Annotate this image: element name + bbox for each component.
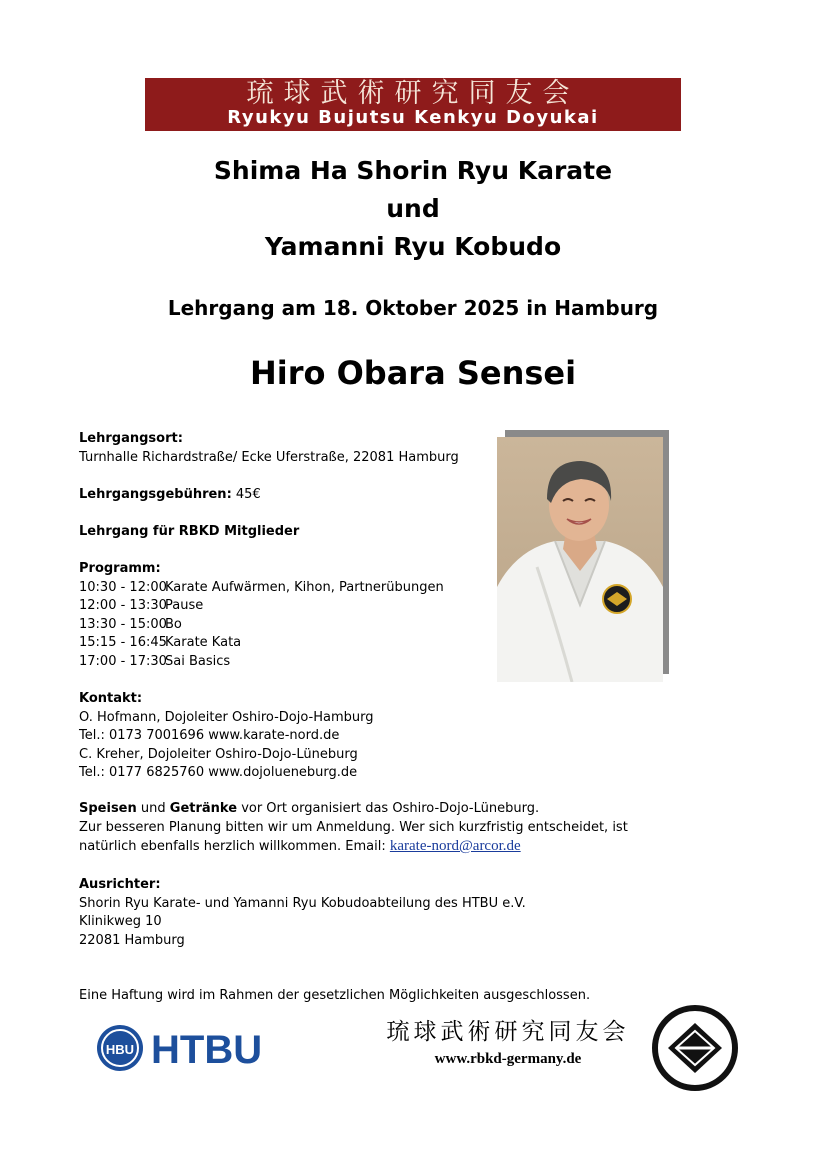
program-item: 15:15 - 16:45Karate Kata <box>79 635 242 650</box>
program-item: 12:00 - 13:30Pause <box>79 598 204 613</box>
title-line-1: Shima Ha Shorin Ryu Karate <box>213 156 613 185</box>
footer-url[interactable]: www.rbkd-germany.de <box>434 1051 582 1067</box>
program-item: 13:30 - 15:00Bo <box>79 616 182 632</box>
teacher-photo <box>497 437 663 682</box>
contact-section <box>79 690 374 783</box>
program-item: 17:00 - 17:30Sai Basics <box>79 653 231 669</box>
title-line-3: Yamanni Ryu Kobudo <box>264 232 562 261</box>
organizer-section <box>79 876 526 950</box>
venue-section <box>79 430 459 467</box>
organizer-line: Klinikweg 10 <box>79 914 162 929</box>
liability-text: Eine Haftung wird im Rahmen der gesetzlichen Möglichkeiten ausgeschlossen. <box>79 988 591 1003</box>
catering-section: Speisen und Getränke vor Ort organisiert das Oshiro-Dojo-Lüneburg. Zur besseren Planung bitten wir um Anmeldung. Wer sich kurzfristig entscheidet, ist natürlich ebenfalls herzlich willkommen. Email: karate-nord@arcor.de <box>79 801 628 854</box>
organizer-line: 22081 Hamburg <box>79 932 185 948</box>
members-note <box>79 523 299 542</box>
email-link[interactable]: karate-nord@arcor.de <box>389 838 521 854</box>
catering-food: Speisen <box>79 801 137 816</box>
venue-value: Turnhalle Richardstraße/ Ecke Uferstraße, 22081 Hamburg <box>79 449 459 465</box>
members-text: Lehrgang für RBKD Mitglieder <box>79 524 300 539</box>
fee-value: 45€ <box>235 487 261 502</box>
liability-note <box>79 987 590 1006</box>
program-section <box>79 560 444 671</box>
kamon-emblem-icon <box>652 1005 738 1091</box>
contact-line: O. Hofmann, Dojoleiter Oshiro-Dojo-Hamburg <box>79 709 374 725</box>
catering-line-2: Zur besseren Planung bitten wir um Anmeldung. Wer sich kurzfristig entscheidet, ist <box>79 819 628 835</box>
program-item: 10:30 - 12:00Karate Aufwärmen, Kihon, Partnerübungen <box>79 579 444 595</box>
header-banner <box>145 78 681 131</box>
title-line-2: und <box>386 194 440 223</box>
program-label: Programm: <box>79 561 161 576</box>
contact-line: Tel.: 0177 6825760 www.dojolueneburg.de <box>79 765 358 780</box>
portrait-illustration <box>497 437 663 682</box>
banner-kanji: 琉球武術研究同友会 <box>246 78 580 109</box>
htbu-emblem-text: HBU <box>105 1042 135 1057</box>
footer-kanji: 琉球武術研究同友会 <box>386 1019 630 1045</box>
organizer-label: Ausrichter: <box>79 877 161 892</box>
fee-section <box>79 486 261 505</box>
catering-line-3: natürlich ebenfalls herzlich willkommen. Email: <box>79 839 386 854</box>
catering-drinks: Getränke <box>169 801 238 816</box>
contact-line: Tel.: 0173 7001696 www.karate-nord.de <box>79 728 340 743</box>
event-date-title: Lehrgang am 18. Oktober 2025 in Hamburg <box>167 296 659 320</box>
teacher-name: Hiro Obara Sensei <box>249 354 577 392</box>
banner-latin: Ryukyu Bujutsu Kenkyu Doyukai <box>227 107 599 128</box>
venue-label: Lehrgangsort: <box>79 431 183 446</box>
fee-label: Lehrgangsgebühren: <box>79 487 232 502</box>
htbu-wordmark: HTBU <box>151 1028 263 1072</box>
htbu-logo <box>95 1019 280 1077</box>
contact-label: Kontakt: <box>79 691 143 706</box>
contact-line: C. Kreher, Dojoleiter Oshiro-Dojo-Lüneburg <box>79 746 358 762</box>
organizer-line: Shorin Ryu Karate- und Yamanni Ryu Kobudoabteilung des HTBU e.V. <box>79 895 526 911</box>
